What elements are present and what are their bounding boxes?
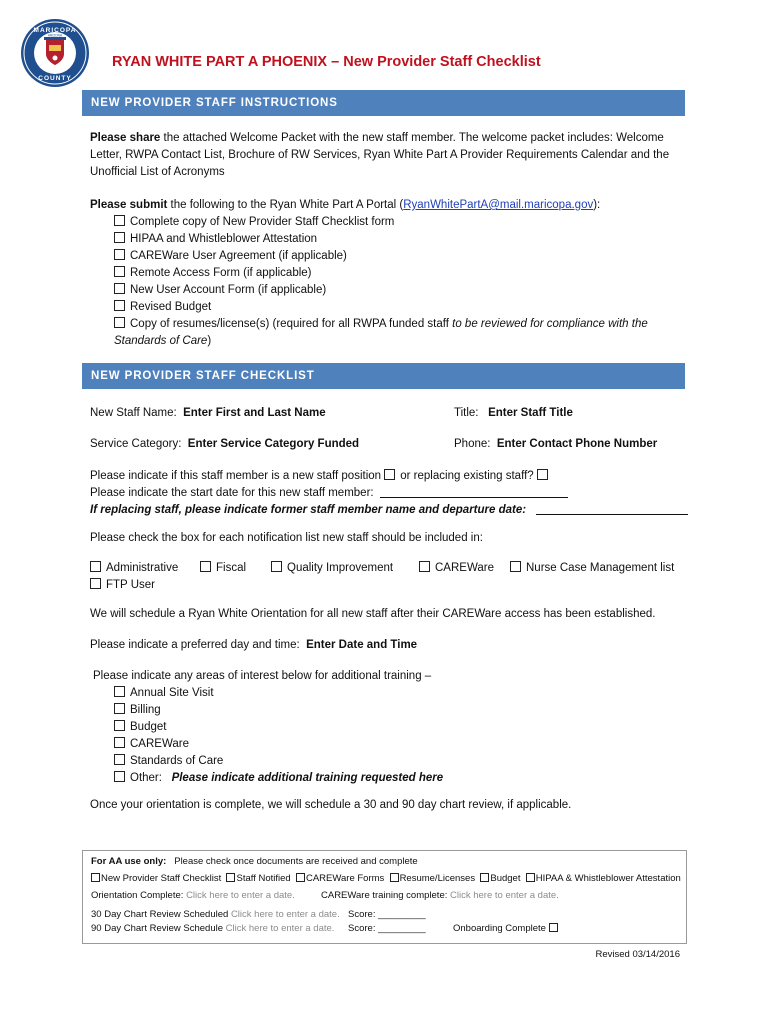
checkbox[interactable] bbox=[114, 771, 125, 782]
notification-option bbox=[510, 560, 674, 577]
service-category-field[interactable]: Enter Service Category Funded bbox=[187, 438, 360, 450]
replacing-text: If replacing staff, please indicate former staff member name and departure date bbox=[90, 504, 523, 516]
day30-date-field[interactable]: Click here to enter a date. bbox=[230, 909, 340, 920]
checklist-heading: NEW PROVIDER STAFF CHECKLIST bbox=[82, 363, 685, 389]
item-label: Complete copy of New Provider Staff Checklist form bbox=[130, 216, 395, 228]
notification-text: Please check the box for each notification list new staff should be included in: bbox=[90, 532, 483, 544]
checkbox[interactable] bbox=[114, 754, 125, 765]
start-date-label: Please indicate the start date for this new staff member: bbox=[90, 487, 374, 499]
notification-option bbox=[90, 560, 178, 577]
training-label: Billing bbox=[130, 704, 161, 716]
doc-label: New Provider Staff Checklist bbox=[101, 873, 222, 884]
list-item bbox=[114, 299, 648, 316]
checkbox[interactable] bbox=[90, 561, 101, 572]
doc-label: Staff Notified bbox=[236, 873, 291, 884]
list-item bbox=[114, 316, 648, 333]
page-title: RYAN WHITE PART A PHOENIX – New Provider Staff Checklist bbox=[112, 54, 541, 70]
score-label: Score: bbox=[348, 909, 376, 920]
chart-review-text: Once your orientation is complete, we will schedule a 30 and 90 day chart review, if applicable. bbox=[90, 799, 572, 811]
checkbox[interactable] bbox=[90, 578, 101, 589]
day30-score bbox=[348, 908, 426, 922]
aa-label-row bbox=[91, 855, 418, 869]
doc-label: Resume/Licenses bbox=[399, 873, 476, 884]
checkbox[interactable] bbox=[510, 561, 521, 572]
staff-name-label: New Staff Name: bbox=[90, 407, 177, 419]
share-line-2: Letter, RWPA Contact List, Brochure of RW Services, Ryan White Part A Provider Requirements Calendar and the bbox=[90, 149, 670, 161]
list-item-continued bbox=[114, 333, 648, 350]
checkbox[interactable] bbox=[390, 873, 399, 882]
checkbox[interactable] bbox=[226, 873, 235, 882]
phone-row bbox=[454, 436, 657, 453]
checkbox[interactable] bbox=[271, 561, 282, 572]
item-label-italic: to be reviewed for compliance with the bbox=[452, 318, 648, 330]
item-label: CAREWare User Agreement (if applicable) bbox=[130, 250, 347, 262]
orientation-complete-row bbox=[91, 889, 295, 903]
start-date-field[interactable] bbox=[380, 485, 568, 498]
checkbox[interactable] bbox=[114, 232, 125, 243]
service-category-label: Service Category: bbox=[90, 438, 182, 450]
checkbox[interactable] bbox=[114, 249, 125, 260]
replacing-colon: : bbox=[522, 504, 527, 516]
notification-option bbox=[200, 560, 246, 577]
checkbox[interactable] bbox=[91, 873, 100, 882]
item-label: Remote Access Form (if applicable) bbox=[130, 267, 312, 279]
preferred-row bbox=[90, 637, 417, 654]
other-training-field[interactable]: Please indicate additional training requested here bbox=[171, 772, 444, 784]
new-position-checkbox[interactable] bbox=[384, 469, 395, 480]
item-label-italic-2: Standards of Care bbox=[114, 335, 208, 347]
training-list bbox=[114, 685, 443, 787]
item-label-end: ) bbox=[207, 335, 212, 347]
service-category-row bbox=[90, 436, 359, 453]
training-label: Annual Site Visit bbox=[130, 687, 214, 699]
checkbox[interactable] bbox=[480, 873, 489, 882]
item-label: Revised Budget bbox=[130, 301, 212, 313]
notification-label: Administrative bbox=[106, 562, 179, 574]
item-label: Copy of resumes/license(s) (required for all RWPA funded staff bbox=[130, 318, 453, 330]
training-text: Please indicate any areas of interest below for additional training – bbox=[93, 670, 432, 682]
aa-use-box bbox=[82, 850, 687, 944]
careware-training-row bbox=[321, 889, 559, 903]
instructions-heading: NEW PROVIDER STAFF INSTRUCTIONS bbox=[82, 90, 685, 116]
checkbox[interactable] bbox=[114, 317, 125, 328]
checkbox[interactable] bbox=[296, 873, 305, 882]
notification-option bbox=[419, 560, 494, 577]
title-row bbox=[454, 405, 573, 422]
doc-label: Budget bbox=[490, 873, 521, 884]
checkbox[interactable] bbox=[114, 686, 125, 697]
list-item bbox=[114, 719, 443, 736]
seal-text-middle: ARIZONA bbox=[47, 33, 63, 38]
careware-training-label: CAREWare training complete: bbox=[321, 890, 448, 901]
submit-paragraph bbox=[90, 197, 600, 214]
checkbox[interactable] bbox=[114, 300, 125, 311]
score-label: Score: bbox=[348, 923, 376, 934]
checkbox[interactable] bbox=[200, 561, 211, 572]
notification-option bbox=[90, 577, 155, 594]
day90-score bbox=[348, 922, 426, 936]
list-item bbox=[114, 702, 443, 719]
orientation-date-field[interactable]: Click here to enter a date. bbox=[186, 890, 295, 901]
checkbox[interactable] bbox=[114, 703, 125, 714]
list-item bbox=[114, 248, 648, 265]
onboarding-checkbox[interactable] bbox=[549, 923, 558, 932]
replacing-row bbox=[90, 502, 688, 519]
notification-label: Quality Improvement bbox=[287, 562, 394, 574]
training-label: CAREWare bbox=[130, 738, 189, 750]
list-item bbox=[114, 685, 443, 702]
submit-bold: Please submit bbox=[90, 199, 168, 211]
share-line-1: the attached Welcome Packet with the new staff member. The welcome packet includes: Welcome bbox=[160, 132, 664, 144]
doc-label: CAREWare Forms bbox=[305, 873, 385, 884]
list-item bbox=[114, 736, 443, 753]
title-label: Title: bbox=[454, 407, 479, 419]
new-position-label: Please indicate if this staff member is a new staff position bbox=[90, 470, 382, 482]
list-item bbox=[114, 214, 648, 231]
revised-date: Revised 03/14/2016 bbox=[595, 949, 680, 960]
notification-label: CAREWare bbox=[435, 562, 494, 574]
maricopa-county-seal bbox=[20, 18, 90, 88]
submit-end: ): bbox=[593, 199, 601, 211]
aa-docs-row bbox=[91, 872, 681, 886]
preferred-label: Please indicate a preferred day and time: bbox=[90, 639, 300, 651]
checkbox[interactable] bbox=[526, 873, 535, 882]
list-item bbox=[114, 282, 648, 299]
list-item bbox=[114, 770, 443, 787]
day90-date-field[interactable]: Click here to enter a date. bbox=[225, 923, 335, 934]
checkbox[interactable] bbox=[114, 720, 125, 731]
aa-instruction: Please check once documents are received and complete bbox=[174, 856, 418, 867]
share-line-3: Unofficial List of Acronyms bbox=[90, 166, 225, 178]
item-label: New User Account Form (if applicable) bbox=[130, 284, 327, 296]
list-item bbox=[114, 753, 443, 770]
doc-label: HIPAA & Whistleblower Attestation bbox=[535, 873, 681, 884]
phone-field[interactable]: Enter Contact Phone Number bbox=[496, 438, 658, 450]
start-date-row bbox=[90, 485, 568, 502]
onboarding-label: Onboarding Complete bbox=[453, 923, 546, 934]
title-field[interactable]: Enter Staff Title bbox=[488, 407, 573, 419]
onboarding-row bbox=[453, 922, 563, 936]
submit-text: the following to the Ryan White Part A Portal ( bbox=[167, 199, 404, 211]
careware-date-field[interactable]: Click here to enter a date. bbox=[450, 890, 559, 901]
submit-items-list bbox=[114, 214, 648, 350]
preferred-date-field[interactable]: Enter Date and Time bbox=[306, 639, 418, 651]
score-field[interactable]: _________ bbox=[378, 923, 426, 934]
share-paragraph bbox=[90, 130, 669, 181]
portal-email-link[interactable]: RyanWhitePartA@mail.maricopa.gov bbox=[403, 199, 594, 211]
aa-label: For AA use only: bbox=[91, 856, 167, 867]
checkbox[interactable] bbox=[114, 283, 125, 294]
notification-label: Fiscal bbox=[216, 562, 247, 574]
list-item bbox=[114, 265, 648, 282]
notification-label: FTP User bbox=[106, 579, 155, 591]
staff-name-field[interactable]: Enter First and Last Name bbox=[183, 407, 326, 419]
day30-row bbox=[91, 908, 340, 922]
checkbox[interactable] bbox=[114, 737, 125, 748]
checkbox[interactable] bbox=[114, 266, 125, 277]
replacing-label: or replacing existing staff? bbox=[400, 470, 534, 482]
day90-row bbox=[91, 922, 334, 936]
list-item bbox=[114, 231, 648, 248]
orientation-complete-label: Orientation Complete: bbox=[91, 890, 184, 901]
share-bold: Please share bbox=[90, 132, 161, 144]
orientation-text: We will schedule a Ryan White Orientation for all new staff after their CAREWare access has been established. bbox=[90, 608, 656, 620]
day30-label: 30 Day Chart Review Scheduled bbox=[91, 909, 229, 920]
training-label: Standards of Care bbox=[130, 755, 224, 767]
notification-option bbox=[271, 560, 393, 577]
replacing-checkbox[interactable] bbox=[537, 469, 548, 480]
seal-text-bottom: COUNTY bbox=[38, 75, 72, 82]
training-label: Budget bbox=[130, 721, 167, 733]
phone-label: Phone: bbox=[454, 438, 491, 450]
score-field[interactable]: _________ bbox=[378, 909, 426, 920]
new-position-row bbox=[90, 468, 553, 485]
day90-label: 90 Day Chart Review Schedule bbox=[91, 923, 224, 934]
former-staff-field[interactable] bbox=[536, 502, 688, 515]
seal-text-top: MARICOPA bbox=[33, 27, 77, 34]
staff-name-row bbox=[90, 405, 326, 422]
other-label: Other: bbox=[130, 772, 162, 784]
checkbox[interactable] bbox=[114, 215, 125, 226]
item-label: HIPAA and Whistleblower Attestation bbox=[130, 233, 318, 245]
checkbox[interactable] bbox=[419, 561, 430, 572]
notification-label: Nurse Case Management list bbox=[526, 562, 675, 574]
